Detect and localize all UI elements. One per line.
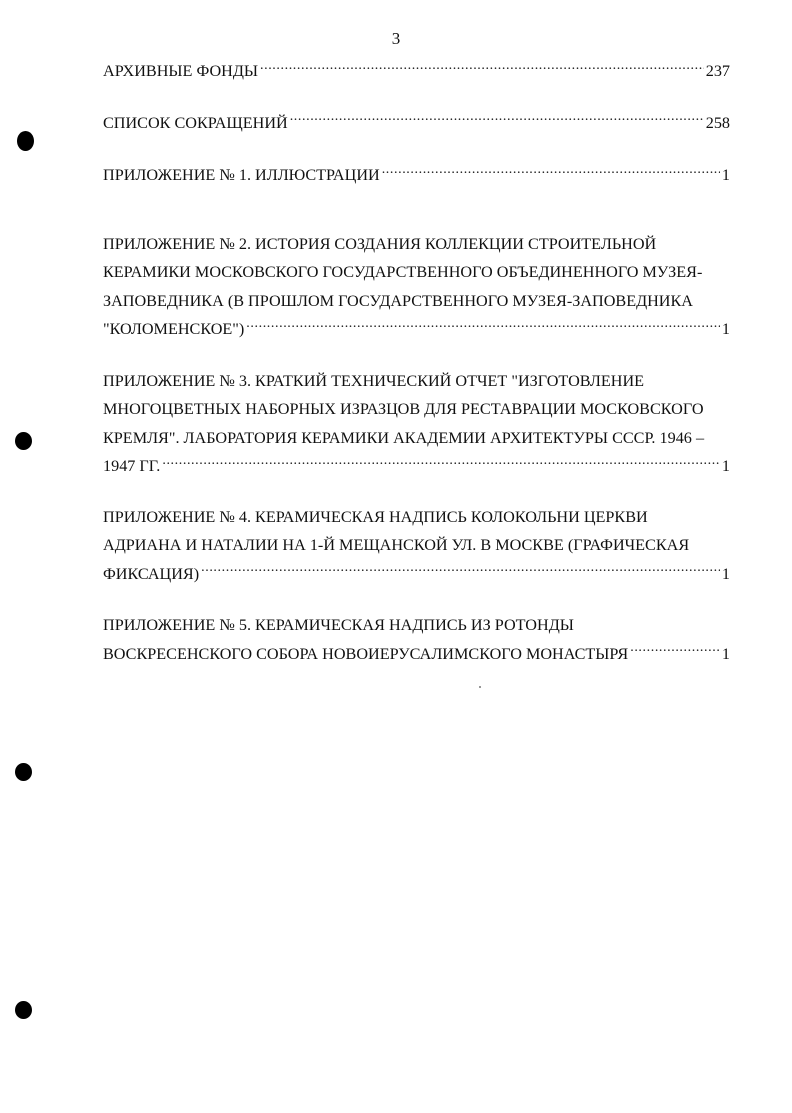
toc-entry-line [103,640,730,669]
toc-entry-appendix-4 [103,503,730,589]
toc-entry-text-line: ПРИЛОЖЕНИЕ № 2. ИСТОРИЯ СОЗДАНИЯ КОЛЛЕКЦИИ СТРОИТЕЛЬНОЙ [103,234,657,253]
toc-entry-title: ВОСКРЕСЕНСКОГО СОБОРА НОВОИЕРУСАЛИМСКОГО МОНАСТЫРЯ [103,644,629,663]
toc-entry-appendix-3 [103,367,730,481]
dot-leader [201,562,720,578]
toc-entry-line [103,57,730,86]
toc-entry-title: ФИКСАЦИЯ) [103,564,200,583]
toc-entry-text-line: ПРИЛОЖЕНИЕ № 3. КРАТКИЙ ТЕХНИЧЕСКИЙ ОТЧЕТ "ИЗГОТОВЛЕНИЕ [103,371,645,390]
page-number: 3 [391,29,401,48]
toc-entry-title: АРХИВНЫЕ ФОНДЫ [103,62,258,80]
toc-page-number: 1 [721,564,730,583]
dot-leader [260,60,704,76]
toc-entry-text-line: МНОГОЦВЕТНЫХ НАБОРНЫХ ИЗРАЗЦОВ ДЛЯ РЕСТАВРАЦИИ МОСКОВСКОГО [103,400,704,418]
toc-entry-line [103,452,730,481]
dot-leader [162,455,720,471]
punch-hole-mark [15,1001,32,1019]
toc-entry-line [103,161,730,190]
toc-page-number: 1 [721,166,730,184]
toc-page-number: 258 [705,113,730,132]
scan-speck [479,686,481,688]
toc-entry-appendix-1 [103,161,730,190]
toc-entry-archival-funds [103,57,730,86]
toc-entry-text-line: ЗАПОВЕДНИКА (В ПРОШЛОМ ГОСУДАРСТВЕННОГО МУЗЕЯ-ЗАПОВЕДНИКА [103,291,693,310]
toc-page-number: 237 [705,62,730,80]
toc-page-number: 1 [721,320,730,338]
toc-page-number: 1 [721,644,730,663]
toc-entry-line [103,315,730,344]
toc-page-number: 1 [721,457,730,475]
toc-entry-line [103,109,730,138]
toc-entry-title: "КОЛОМЕНСКОЕ") [103,320,245,338]
toc-entry-title: 1947 ГГ. [103,457,161,475]
table-of-contents [103,57,730,668]
dot-leader [382,164,720,180]
toc-entry-title: СПИСОК СОКРАЩЕНИЙ [103,113,288,132]
punch-hole-mark [17,131,34,151]
dot-leader [290,111,704,127]
toc-entry-text-line: АДРИАНА И НАТАЛИИ НА 1-Й МЕЩАНСКОЙ УЛ. В МОСКВЕ (ГРАФИЧЕСКАЯ [103,536,690,554]
toc-entry-title: ПРИЛОЖЕНИЕ № 1. ИЛЛЮСТРАЦИИ [103,166,380,184]
toc-entry-line [103,560,730,589]
toc-entry-appendix-2 [103,230,730,344]
toc-entry-abbreviations [103,109,730,138]
dot-leader [246,318,720,334]
punch-hole-mark [15,763,32,781]
dot-leader [630,642,720,658]
toc-entry-text-line: КЕРАМИКИ МОСКОВСКОГО ГОСУДАРСТВЕННОГО ОБЪЕДИНЕННОГО МУЗЕЯ- [103,263,703,281]
punch-hole-mark [15,432,32,450]
toc-entry-text-line: ПРИЛОЖЕНИЕ № 5. КЕРАМИЧЕСКАЯ НАДПИСЬ ИЗ РОТОНДЫ [103,616,574,634]
toc-entry-text-line: КРЕМЛЯ". ЛАБОРАТОРИЯ КЕРАМИКИ АКАДЕМИИ АРХИТЕКТУРЫ СССР. 1946 – [103,428,705,447]
toc-entry-appendix-5 [103,611,730,668]
toc-entry-text-line: ПРИЛОЖЕНИЕ № 4. КЕРАМИЧЕСКАЯ НАДПИСЬ КОЛОКОЛЬНИ ЦЕРКВИ [103,507,648,526]
